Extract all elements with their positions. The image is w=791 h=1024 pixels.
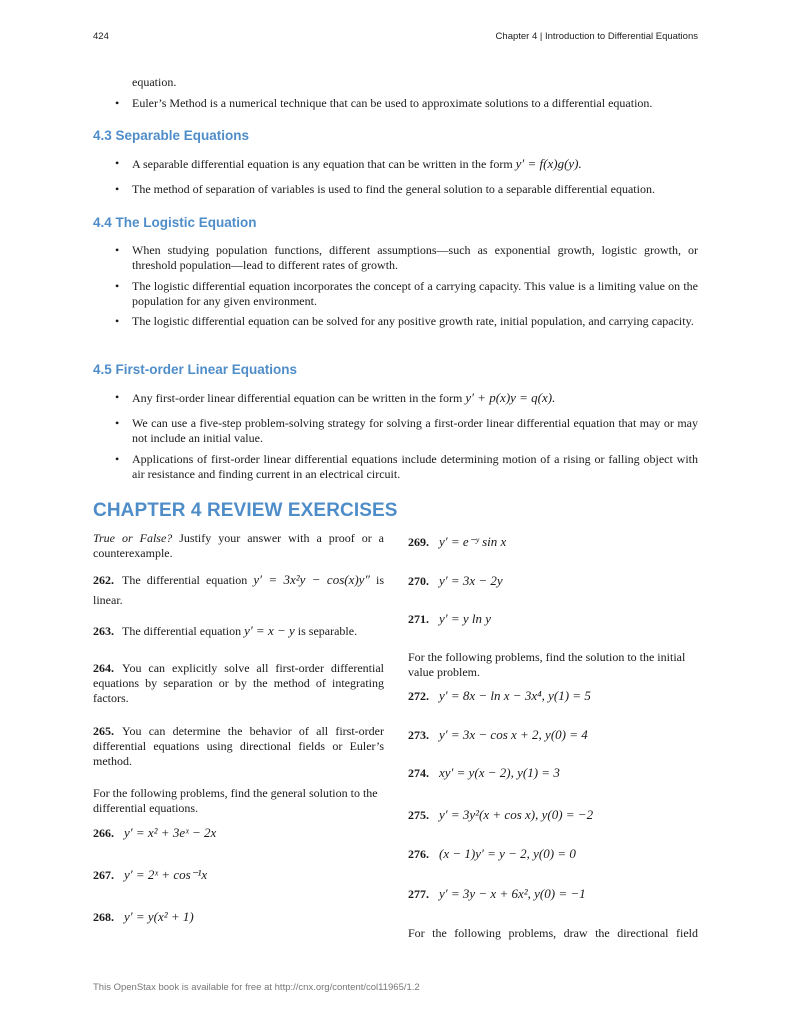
list-item: • Euler’s Method is a numerical technique that can be used to approximate solutions to a differential equation. bbox=[115, 96, 653, 110]
bullet-icon: • bbox=[115, 156, 120, 170]
review-exercises-heading: CHAPTER 4 REVIEW EXERCISES bbox=[93, 500, 398, 521]
list-item: • Applications of first-order linear differential equations include determining motion of a rising or falling object with air resistance and finding current in an electrical circuit. bbox=[115, 452, 698, 481]
exercise-274: 274. xy′ = y(x − 2), y(1) = 3 bbox=[408, 765, 560, 780]
math-expression: y′ + p(x)y = q(x). bbox=[465, 390, 556, 405]
general-solution-intro: For the following problems, find the general solution to the differential equations. bbox=[93, 786, 378, 815]
chapter-title: Chapter 4 | Introduction to Differential Equations bbox=[495, 31, 698, 42]
page-number: 424 bbox=[93, 31, 109, 42]
bullet-icon: • bbox=[115, 416, 120, 430]
list-item: • Any first-order linear differential equation can be written in the form y′ + p(x)y = q(x). bbox=[115, 390, 556, 405]
bullet-icon: • bbox=[115, 452, 120, 466]
bullet-icon: • bbox=[115, 182, 120, 196]
carryover-text: equation. bbox=[132, 75, 177, 89]
exercise-262: 262. The differential equation y′ = 3x²y − cos(x)y″ is linear. bbox=[93, 572, 384, 607]
exercise-266: 266. y′ = x² + 3eˣ − 2x bbox=[93, 825, 217, 840]
section-heading-4-4: 4.4 The Logistic Equation bbox=[93, 215, 257, 230]
exercise-272: 272. y′ = 8x − ln x − 3x⁴, y(1) = 5 bbox=[408, 688, 591, 703]
list-item: • When studying population functions, different assumptions—such as exponential growth, logistic growth, or threshold population—lead to different rates of growth. bbox=[115, 243, 698, 272]
exercise-271: 271. y′ = y ln y bbox=[408, 611, 492, 626]
exercise-276: 276. (x − 1)y′ = y − 2, y(0) = 0 bbox=[408, 846, 576, 861]
bullet-icon: • bbox=[115, 96, 120, 110]
directional-field-intro: For the following problems, draw the directional field bbox=[408, 926, 698, 940]
list-item: • We can use a five-step problem-solving strategy for solving a first-order linear differential equation that may or may not include an initial value. bbox=[115, 416, 698, 445]
true-false-intro: True or False? Justify your answer with a proof or a counterexample. bbox=[93, 531, 384, 560]
bullet-icon: • bbox=[115, 243, 120, 257]
section-heading-4-3: 4.3 Separable Equations bbox=[93, 128, 250, 143]
exercise-267: 267. y′ = 2ˣ + cos⁻¹x bbox=[93, 867, 208, 882]
exercise-273: 273. y′ = 3x − cos x + 2, y(0) = 4 bbox=[408, 727, 588, 742]
list-item: • The logistic differential equation incorporates the concept of a carrying capacity. This value is a limiting value on the population for any given environment. bbox=[115, 279, 698, 308]
section-heading-4-5: 4.5 First-order Linear Equations bbox=[93, 362, 298, 377]
exercise-270: 270. y′ = 3x − 2y bbox=[408, 573, 503, 588]
exercise-264: 264. You can explicitly solve all first-order differential equations by separation or by the method of integrating factors. bbox=[93, 661, 384, 705]
ivp-intro: For the following problems, find the solution to the initial value problem. bbox=[408, 650, 686, 679]
list-item: • The logistic differential equation can be solved for any positive growth rate, initial population, and carrying capacity. bbox=[115, 314, 694, 328]
list-item: • The method of separation of variables is used to find the general solution to a separable differential equation. bbox=[115, 182, 655, 196]
footer-note: This OpenStax book is available for free at http://cnx.org/content/col11965/1.2 bbox=[93, 982, 420, 993]
exercise-277: 277. y′ = 3y − x + 6x², y(0) = −1 bbox=[408, 886, 586, 901]
bullet-icon: • bbox=[115, 314, 120, 328]
exercise-268: 268. y′ = y(x² + 1) bbox=[93, 909, 194, 924]
list-item: • A separable differential equation is any equation that can be written in the form y′ = f(x)g(y). bbox=[115, 156, 582, 171]
math-expression: y′ = f(x)g(y). bbox=[515, 156, 582, 171]
exercise-265: 265. You can determine the behavior of all first-order differential equations using directional fields or Euler’s method. bbox=[93, 724, 384, 768]
exercise-269: 269. y′ = e⁻ʸ sin x bbox=[408, 534, 507, 549]
bullet-icon: • bbox=[115, 279, 120, 293]
exercise-263: 263. The differential equation y′ = x − y is separable. bbox=[93, 623, 358, 638]
bullet-icon: • bbox=[115, 390, 120, 404]
exercise-275: 275. y′ = 3y²(x + cos x), y(0) = −2 bbox=[408, 807, 594, 822]
